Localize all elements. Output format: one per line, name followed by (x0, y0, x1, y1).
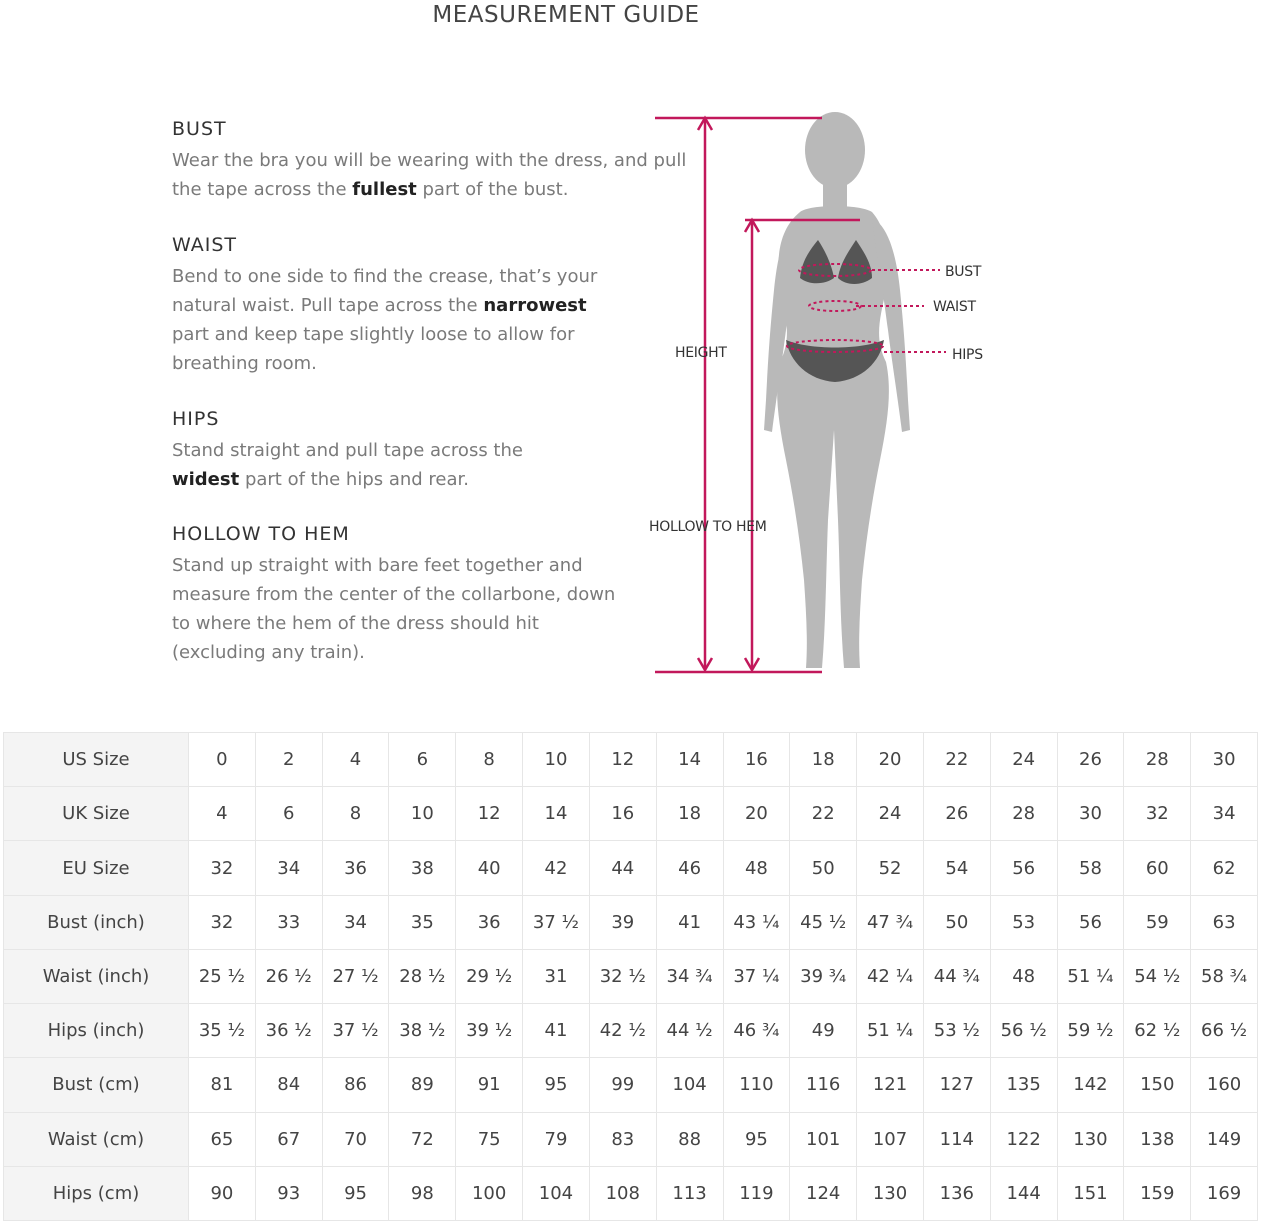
table-cell: 54 ½ (1124, 949, 1191, 1003)
table-cell: 104 (523, 1166, 590, 1220)
table-cell: 46 ¾ (723, 1004, 790, 1058)
table-cell: 46 (656, 841, 723, 895)
table-cell: 114 (923, 1112, 990, 1166)
table-cell: 81 (189, 1058, 256, 1112)
table-cell: 99 (589, 1058, 656, 1112)
table-cell: 124 (790, 1166, 857, 1220)
table-cell: 39 ½ (456, 1004, 523, 1058)
table-cell: 39 ¾ (790, 949, 857, 1003)
waist-title: WAIST (172, 234, 238, 256)
table-cell: 95 (322, 1166, 389, 1220)
table-cell: 113 (656, 1166, 723, 1220)
table-cell: 42 ¼ (857, 949, 924, 1003)
table-cell: 34 (1191, 787, 1258, 841)
hips-section (170, 408, 570, 494)
table-cell: 0 (189, 733, 256, 787)
table-cell: 48 (990, 949, 1057, 1003)
table-cell: 90 (189, 1166, 256, 1220)
table-cell: 51 ¼ (857, 1004, 924, 1058)
waist-section (170, 234, 610, 378)
row-header: EU Size (4, 841, 189, 895)
table-cell: 29 ½ (456, 949, 523, 1003)
table-cell: 70 (322, 1112, 389, 1166)
table-cell: 37 ½ (322, 1004, 389, 1058)
table-cell: 32 (189, 841, 256, 895)
table-row (4, 1112, 1258, 1166)
table-cell: 30 (1191, 733, 1258, 787)
table-cell: 32 (189, 895, 256, 949)
table-row (4, 1166, 1258, 1220)
table-cell: 31 (523, 949, 590, 1003)
table-cell: 119 (723, 1166, 790, 1220)
hollow-to-hem-label: HOLLOW TO HEM (649, 519, 767, 535)
table-cell: 14 (656, 733, 723, 787)
table-cell: 40 (456, 841, 523, 895)
table-cell: 28 (1124, 733, 1191, 787)
table-cell: 12 (456, 787, 523, 841)
table-cell: 45 ½ (790, 895, 857, 949)
table-cell: 54 (923, 841, 990, 895)
table-cell: 26 ½ (255, 949, 322, 1003)
table-cell: 24 (990, 733, 1057, 787)
page-title: MEASUREMENT GUIDE (432, 2, 700, 28)
table-cell: 65 (189, 1112, 256, 1166)
table-cell: 136 (923, 1166, 990, 1220)
table-cell: 24 (857, 787, 924, 841)
table-cell: 150 (1124, 1058, 1191, 1112)
table-cell: 149 (1191, 1112, 1258, 1166)
table-cell: 28 (990, 787, 1057, 841)
table-cell: 4 (189, 787, 256, 841)
table-cell: 95 (523, 1058, 590, 1112)
table-row (4, 949, 1258, 1003)
table-cell: 14 (523, 787, 590, 841)
table-cell: 20 (857, 733, 924, 787)
table-cell: 42 ½ (589, 1004, 656, 1058)
table-cell: 34 ¾ (656, 949, 723, 1003)
row-header: Hips (inch) (4, 1004, 189, 1058)
table-row (4, 1004, 1258, 1058)
table-cell: 49 (790, 1004, 857, 1058)
waist-label: WAIST (933, 299, 976, 315)
table-cell: 6 (255, 787, 322, 841)
table-cell: 48 (723, 841, 790, 895)
bust-title: BUST (172, 118, 227, 140)
bust-label: BUST (945, 264, 982, 280)
table-cell: 44 ¾ (923, 949, 990, 1003)
table-cell: 35 (389, 895, 456, 949)
table-cell: 33 (255, 895, 322, 949)
table-cell: 6 (389, 733, 456, 787)
table-cell: 88 (656, 1112, 723, 1166)
table-cell: 42 (523, 841, 590, 895)
table-cell: 79 (523, 1112, 590, 1166)
table-cell: 58 (1057, 841, 1124, 895)
table-cell: 58 ¾ (1191, 949, 1258, 1003)
table-cell: 16 (723, 733, 790, 787)
table-cell: 60 (1124, 841, 1191, 895)
table-cell: 2 (255, 733, 322, 787)
table-cell: 130 (1057, 1112, 1124, 1166)
table-cell: 83 (589, 1112, 656, 1166)
table-cell: 44 (589, 841, 656, 895)
table-cell: 50 (923, 895, 990, 949)
table-cell: 52 (857, 841, 924, 895)
table-cell: 34 (322, 895, 389, 949)
table-cell: 35 ½ (189, 1004, 256, 1058)
hollow-to-hem-description: Stand up straight with bare feet together and measure from the center of the collarbone, down to where the hem of the dress should hit (excluding any train). (172, 555, 616, 663)
table-cell: 37 ¼ (723, 949, 790, 1003)
table-cell: 151 (1057, 1166, 1124, 1220)
table-cell: 43 ¼ (723, 895, 790, 949)
table-cell: 135 (990, 1058, 1057, 1112)
table-cell: 30 (1057, 787, 1124, 841)
table-cell: 86 (322, 1058, 389, 1112)
table-cell: 98 (389, 1166, 456, 1220)
table-cell: 110 (723, 1058, 790, 1112)
table-cell: 121 (857, 1058, 924, 1112)
table-cell: 56 (1057, 895, 1124, 949)
table-cell: 28 ½ (389, 949, 456, 1003)
table-cell: 32 (1124, 787, 1191, 841)
table-row (4, 895, 1258, 949)
table-row (4, 841, 1258, 895)
table-cell: 32 ½ (589, 949, 656, 1003)
table-cell: 22 (790, 787, 857, 841)
table-cell: 56 ½ (990, 1004, 1057, 1058)
table-cell: 34 (255, 841, 322, 895)
table-cell: 51 ¼ (1057, 949, 1124, 1003)
table-cell: 36 ½ (255, 1004, 322, 1058)
table-cell: 8 (322, 787, 389, 841)
table-cell: 56 (990, 841, 1057, 895)
row-header: Hips (cm) (4, 1166, 189, 1220)
table-cell: 89 (389, 1058, 456, 1112)
table-cell: 91 (456, 1058, 523, 1112)
table-cell: 62 ½ (1124, 1004, 1191, 1058)
table-cell: 38 (389, 841, 456, 895)
table-cell: 104 (656, 1058, 723, 1112)
size-chart-table (3, 732, 1258, 1221)
row-header: UK Size (4, 787, 189, 841)
table-cell: 36 (456, 895, 523, 949)
hollow-to-hem-section (170, 523, 630, 667)
waist-description: Bend to one side to find the crease, that’s your natural waist. Pull tape across the narrowest part and keep tape slightly loose to allow for breathing room. (172, 266, 598, 374)
table-cell: 59 ½ (1057, 1004, 1124, 1058)
table-cell: 4 (322, 733, 389, 787)
table-cell: 22 (923, 733, 990, 787)
table-cell: 63 (1191, 895, 1258, 949)
table-cell: 20 (723, 787, 790, 841)
table-cell: 101 (790, 1112, 857, 1166)
table-cell: 12 (589, 733, 656, 787)
table-cell: 100 (456, 1166, 523, 1220)
table-row (4, 733, 1258, 787)
table-row (4, 787, 1258, 841)
table-cell: 62 (1191, 841, 1258, 895)
hips-description: Stand straight and pull tape across the widest part of the hips and rear. (172, 440, 523, 490)
table-cell: 53 (990, 895, 1057, 949)
table-cell: 27 ½ (322, 949, 389, 1003)
table-cell: 41 (523, 1004, 590, 1058)
table-cell: 10 (523, 733, 590, 787)
row-header: Bust (cm) (4, 1058, 189, 1112)
table-cell: 41 (656, 895, 723, 949)
table-cell: 144 (990, 1166, 1057, 1220)
table-cell: 39 (589, 895, 656, 949)
body-measurement-figure (640, 100, 1020, 690)
table-cell: 75 (456, 1112, 523, 1166)
table-cell: 16 (589, 787, 656, 841)
woman-silhouette (764, 112, 910, 668)
table-cell: 8 (456, 733, 523, 787)
table-cell: 36 (322, 841, 389, 895)
row-header: Waist (cm) (4, 1112, 189, 1166)
hips-title: HIPS (172, 408, 220, 430)
table-cell: 53 ½ (923, 1004, 990, 1058)
hollow-to-hem-title: HOLLOW TO HEM (172, 523, 350, 545)
table-cell: 130 (857, 1166, 924, 1220)
table-cell: 84 (255, 1058, 322, 1112)
table-cell: 59 (1124, 895, 1191, 949)
table-cell: 47 ¾ (857, 895, 924, 949)
table-cell: 122 (990, 1112, 1057, 1166)
table-cell: 50 (790, 841, 857, 895)
table-cell: 169 (1191, 1166, 1258, 1220)
table-cell: 38 ½ (389, 1004, 456, 1058)
table-cell: 142 (1057, 1058, 1124, 1112)
table-cell: 138 (1124, 1112, 1191, 1166)
table-cell: 127 (923, 1058, 990, 1112)
table-cell: 26 (1057, 733, 1124, 787)
table-cell: 66 ½ (1191, 1004, 1258, 1058)
table-cell: 160 (1191, 1058, 1258, 1112)
table-cell: 72 (389, 1112, 456, 1166)
table-row (4, 1058, 1258, 1112)
table-cell: 18 (656, 787, 723, 841)
table-cell: 10 (389, 787, 456, 841)
table-cell: 108 (589, 1166, 656, 1220)
row-header: Waist (inch) (4, 949, 189, 1003)
row-header: US Size (4, 733, 189, 787)
table-cell: 95 (723, 1112, 790, 1166)
table-cell: 67 (255, 1112, 322, 1166)
bust-section (170, 118, 690, 204)
table-cell: 116 (790, 1058, 857, 1112)
table-cell: 26 (923, 787, 990, 841)
table-cell: 159 (1124, 1166, 1191, 1220)
table-cell: 18 (790, 733, 857, 787)
table-cell: 93 (255, 1166, 322, 1220)
table-cell: 25 ½ (189, 949, 256, 1003)
table-cell: 37 ½ (523, 895, 590, 949)
row-header: Bust (inch) (4, 895, 189, 949)
height-label: HEIGHT (675, 345, 727, 361)
table-cell: 44 ½ (656, 1004, 723, 1058)
bust-description: Wear the bra you will be wearing with the dress, and pull the tape across the fullest part of the bust. (172, 150, 687, 200)
hips-label: HIPS (952, 347, 983, 363)
table-cell: 107 (857, 1112, 924, 1166)
